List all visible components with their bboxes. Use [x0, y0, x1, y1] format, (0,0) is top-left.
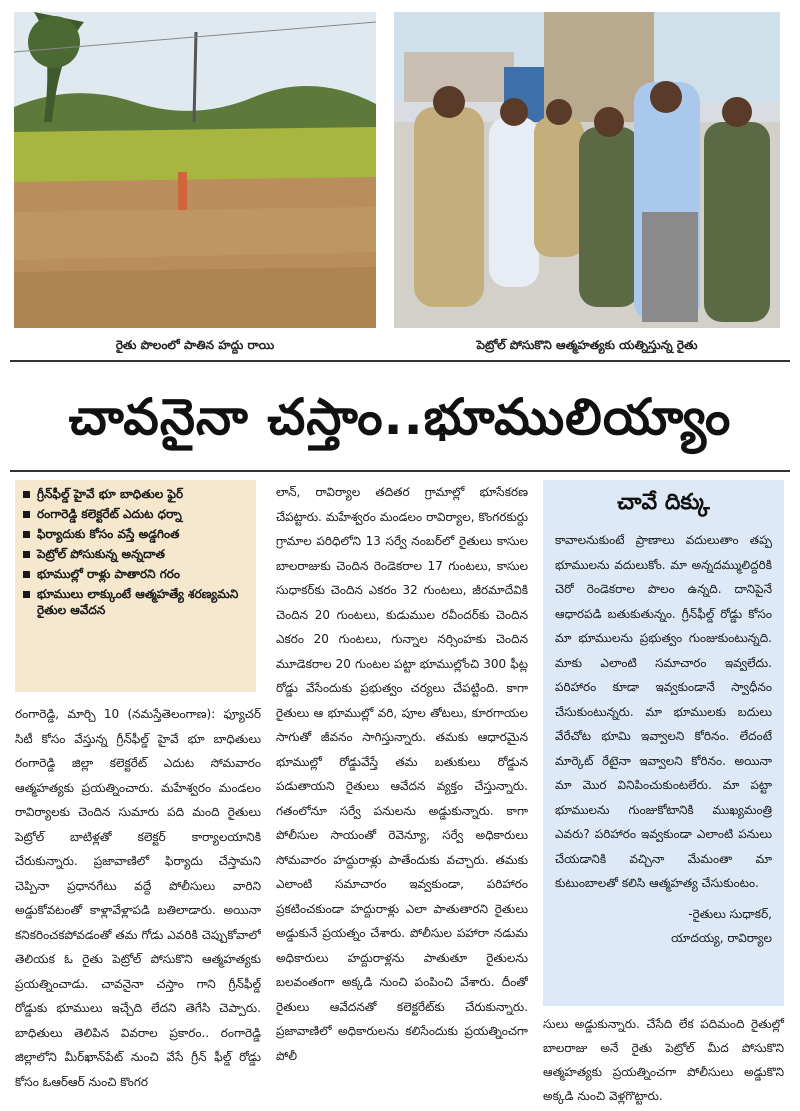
sidebar-title: చావే దిక్కు	[617, 490, 710, 515]
headline-top-rule	[10, 360, 790, 362]
highlights-box	[15, 480, 256, 692]
right-photo-caption: పెట్రోల్ పోసుకొని ఆత్మహత్యకు యత్నిస్తున్న రైతు	[476, 338, 698, 352]
headline: చావనైనా చస్తాం..భూములియ్యాం	[68, 388, 732, 446]
sidebar-signature	[555, 902, 772, 950]
highlight-item: ఫిర్యాదుకు కోసం వస్తే అడ్డగింత	[23, 526, 248, 542]
sidebar-box	[543, 480, 784, 1006]
article-column-2	[276, 480, 528, 1102]
article-continuation: సులు అడ్డుకున్నారు. చేసేది లేక పదిమంది రైతుల్లో బాలరాజు అనే రైతు పెట్రోల్ మీద పోసుకొని ఆత్మహత్యకు ప్రయత్నించగా పోలీసులు అడ్డుకొని అక్కడి నుంచి వెళ్లగొట్టారు.	[543, 1017, 784, 1103]
highlight-item: గ్రీన్‌ఫీల్డ్ హైవే భూ బాధితుల ఫైర్	[23, 486, 248, 502]
highlights-list	[23, 486, 248, 618]
sidebar-body: కావాలనుకుంటే ప్రాణాలు వదులుతాం తప్ప భూములను వదులుకోం. మా అన్నదమ్ములిద్దరికి చెరో రెండెకరాల పొలం ఉన్నది. దానిపైనే ఆధారపడి బతుకుతున్నం. గ్రీన్‌ఫీల్డ్ రోడ్డు కోసం మా భూములను ప్రభుత్వం గుంజుకుంటున్నది. మాకు ఎలాంటి సమాచారం ఇవ్వలేదు. పరిహారం కూడా ఇవ్వకుండానే స్వాధీనం చేసుకుంటున్నరు. మా భూములకు బదులు వేరేచోట భూమి ఇవ్వాలని కోరినం. లేదంటే మార్కెట్ రేటైనా ఇవ్వాలని కోరినం. అయినా మా మొర వినిపించుకుంటలేరు. మా పట్టా భూములను గుంజుకోటానికి ముఖ్యమంత్రి ఎవరు? పరిహారం ఇవ్వకుండా ఎలాంటి పనులు చేయడానికి వచ్చినా మేమంతా మా కుటుంబాలతో కలిసి ఆత్మహత్య చేసుకుంటం.	[555, 533, 772, 890]
article-text: రంగారెడ్డి, మార్చి 10 (నమస్తేతెలంగాణ): ఫ్యూచర్ సిటీ కోసం వేస్తున్న గ్రీన్‌ఫీల్డ్ హైవే భూ బాధితులు రంగారెడ్డి జిల్లా కలెక్టరేట్ ఎదుట సోమవారం ఆత్మహత్యకు ప్రయత్నించారు. మహేశ్వరం మండలం రావిర్యాలకు చెందిన సుమారు పది మంది రైతులు పెట్రోల్ బాటిళ్లతో కలెక్టర్ కార్యాలయానికి చేరుకున్నారు. ప్రజావాణిలో ఫిర్యాదు చేస్తామని చెప్పినా ప్రధానగేటు వద్దే పోలీసులు వారిని అడ్డుకోవటంతో కాళ్లావేళ్లాపడి బతిలాడారు. అయినా కనికరించకపోవడంతో తమ గోడు ఎవరికి చెప్పుకోవాలో తెలియక ఓ రైతు పెట్రోల్ పోసుకొని ఆత్మహత్యకు ప్రయత్నించాడు. చావనైనా చస్తాం గాని గ్రీన్‌ఫీల్డ్ రోడ్డుకు భూములు ఇచ్చేది లేదని తెగేసి చెప్పారు. బాధితులు తెలిపిన వివరాల ప్రకారం.. రంగారెడ్డి జిల్లాలోని మీర్‌ఖాన్‌పేట్ నుంచి వేసే గ్రీన్ ఫీల్డ్ రోడ్డు కోసం ఓఆర్ఆర్ నుంచి కొంగర	[15, 707, 261, 1089]
highlight-item: భూములు లాక్కుంటే ఆత్మహత్యే శరణ్యమని రైతుల ఆవేదన	[23, 586, 248, 618]
police-farmer-photo	[394, 12, 780, 328]
field-boundary-stone-photo	[14, 12, 376, 328]
left-photo-caption: రైతు పొలంలో పాతిన హద్దు రాయి	[115, 338, 275, 352]
headline-bottom-rule	[10, 470, 790, 472]
article-text: లాన్, రావిర్యాల తదితర గ్రామాల్లో భూసేకరణ చేపట్టారు. మహేశ్వరం మండలం రావిర్యాల, కొంగరకుర్దు గ్రామాల పరిధిలోని 13 సర్వే నంబర్‌లో రైతులు కాసుల బాలరాజుకు చెందిన రెండెకరాల 17 గుంటలు, కాసుల సుధాకర్‌కు చెందిన ఎకరం 32 గుంటలు, జీరమాదేవికి చెందిన 20 గుంటలు, కుడుముల రవీందర్‌కు చెందిన ఎకరం 20 గుంటలు, గున్నాల నర్సింహకు చెందిన మూడెకరాల 20 గుంటల పట్టా భూముల్లోంచి 300 ఫీట్ల రోడ్డు వేసేందుకు ప్రభుత్వం చర్యలు చేపట్టింది. కాగా రైతులు ఆ భూముల్లో వరి, పూల తోటలు, కూరగాయల సాగుతో జీవనం సాగిస్తున్నారు. తమకు ఆధారమైన భూముల్లో రోడ్డువేస్తే తమ బతుకులు రోడ్డున పడుతాయని రైతులు ఆవేదన వ్యక్తం చేస్తున్నారు. గతంలోనూ సర్వే పనులను అడ్డుకున్నారు. కాగా పోలీసుల సాయంతో రెవెన్యూ, సర్వే అధికారులు సోమవారం హద్దురాళ్లు పాతేందుకు వచ్చారు. తమకు ఎలాంటి సమాచారం ఇవ్వకుండా, పరిహారం ప్రకటించకుండా హద్దురాళ్లు ఎలా పాతుతారని రైతులు అడ్డుకునే ప్రయత్నం చేశారు. పోలీసుల పహారా నడుమ అధికారులు హద్దురాళ్లను పాతుతూ రైతులను బలవంతంగా అక్కడి నుంచి పంపించి వేశారు. దీంతో రైతులు ఆవేదనతో కలెక్టరేట్‌కు చేరుకున్నారు. ప్రజావాణిలో అధికారులను కలిసేందుకు ప్రయత్నించగా పోలీ	[276, 485, 528, 1063]
highlight-item: రంగారెడ్డి కలెక్టరేట్ ఎదుట ధర్నా	[23, 506, 248, 522]
signature-line-2: యాదయ్య, రావిర్యాల	[671, 930, 772, 945]
signature-line-1: -రైతులు సుధాకర్,	[688, 906, 772, 921]
highlight-item: పెట్రోల్ పోసుకున్న అన్నదాత	[23, 546, 248, 562]
article-column-1	[15, 702, 261, 1102]
highlight-item: భూముల్లో రాళ్లు పాతారని గరం	[23, 566, 248, 582]
